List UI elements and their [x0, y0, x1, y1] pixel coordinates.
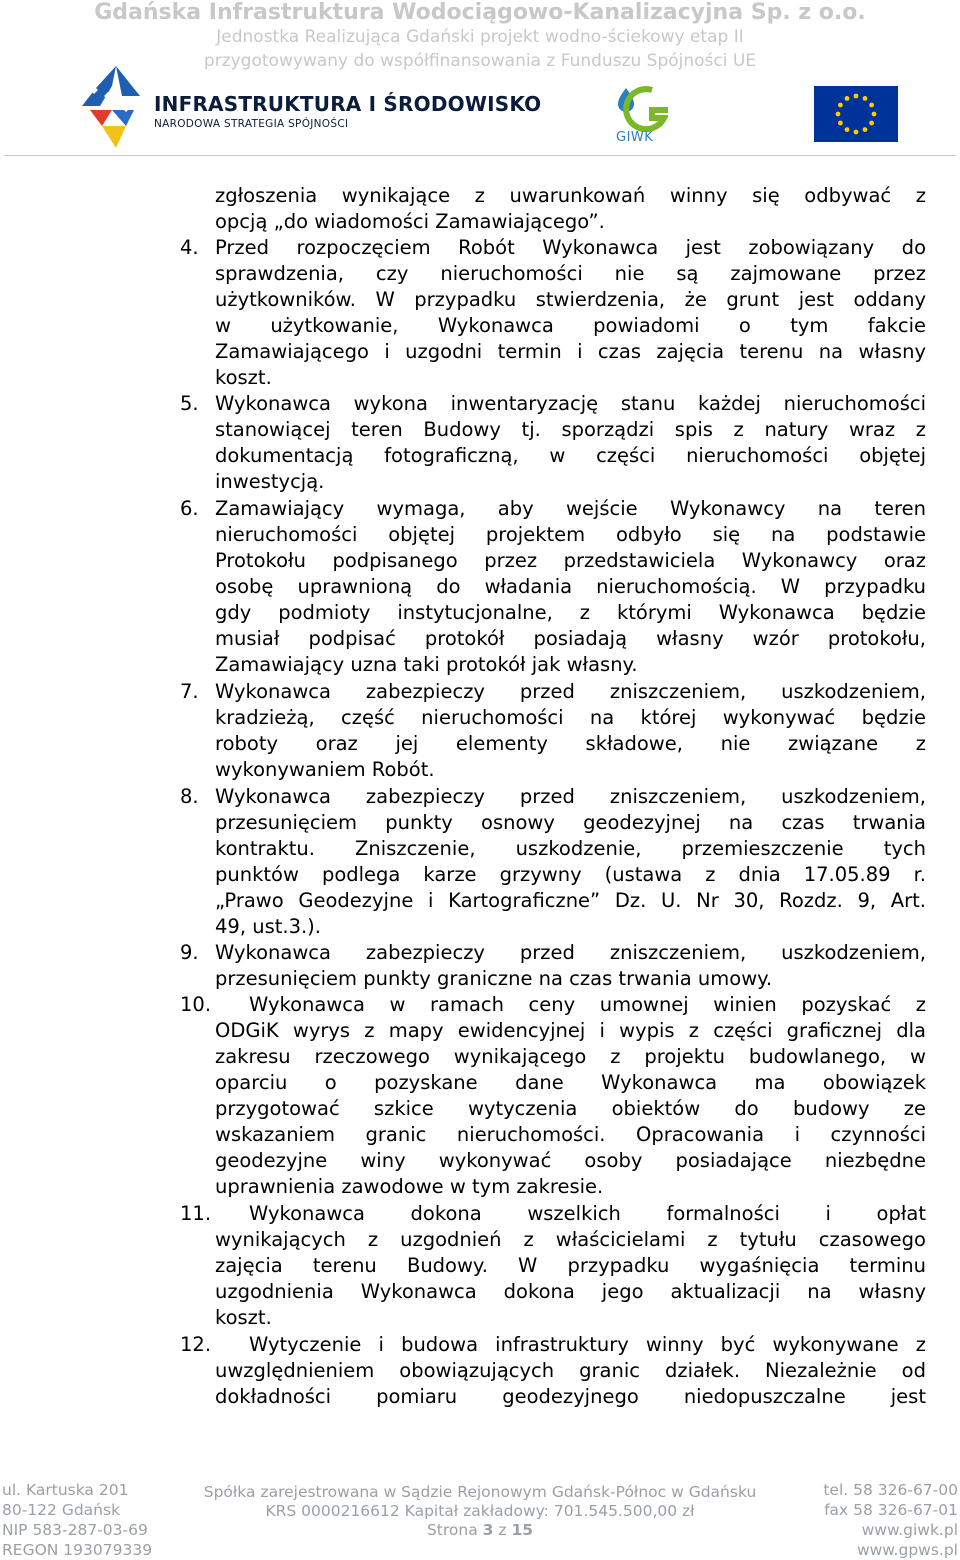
text-line: uzgodnienia Wykonawca dokona jego aktualizacji na własny	[215, 1280, 926, 1303]
footer-address-street: ul. Kartuska 201	[2, 1481, 129, 1499]
text-line: osobę uprawnioną do władania nieruchomością. W przypadku	[215, 575, 926, 598]
text-line: kradzieżą, część nieruchomości na której wykonywać będzie	[215, 706, 926, 729]
header-subtitle-2: przygotowywany do współfinansowania z Funduszu Spójności UE	[203, 51, 757, 71]
list-number: 12.	[180, 1333, 212, 1356]
text-line: Wytyczenie i budowa infrastruktury winny być wykonywane z	[249, 1333, 926, 1356]
eu-flag-icon	[814, 86, 898, 142]
text-line: koszt.	[215, 1306, 272, 1329]
text-line: w użytkowanie, Wykonawca powiadomi o tym fakcie	[215, 314, 926, 337]
text-line: sprawdzenia, czy nieruchomości nie są zajmowane przez	[215, 262, 926, 285]
page-footer	[0, 1480, 960, 1560]
text-line: wskazaniem granic nieruchomości. Opracowania i czynności	[215, 1123, 926, 1146]
infrastruktura-logo-icon	[82, 66, 150, 148]
text-line: dokumentacją fotograficzną, w części nieruchomości objętej	[215, 444, 926, 467]
text-line: stanowiącej teren Budowy tj. sporządzi spis z natury wraz z	[215, 418, 926, 441]
text-line: zajęcia terenu Budowy. W przypadku wygaśnięcia terminu	[215, 1254, 926, 1277]
text-line: przesunięciem punkty osnowy geodezyjnej na czas trwania	[215, 811, 926, 834]
text-line: punktów podlega karze grzywny (ustawa z dnia 17.05.89 r.	[215, 863, 926, 886]
text-line: Wykonawca wykona inwentaryzację stanu każdej nieruchomości	[215, 392, 926, 415]
text-line: wynikających z uzgodnień z właścicielami z tytułu czasowego	[215, 1228, 926, 1251]
text-line: opcją „do wiadomości Zamawiającego”.	[215, 210, 605, 233]
text-line: oparciu o pozyskane dane Wykonawca ma obowiązek	[215, 1071, 926, 1094]
footer-phone: tel. 58 326-67-00	[823, 1481, 958, 1499]
text-line: Wykonawca w ramach ceny umownej winien pozyskać z	[249, 993, 926, 1016]
header-subtitle-1: Jednostka Realizująca Gdański projekt wodno-ściekowy etap II	[216, 27, 744, 47]
list-number: 6.	[180, 497, 199, 520]
giwk-label: GIWK	[616, 130, 654, 145]
list-number: 9.	[180, 941, 199, 964]
text-line: uprawnienia zawodowe w tym zakresie.	[215, 1175, 604, 1198]
list-number: 7.	[180, 680, 199, 703]
text-line: kontraktu. Zniszczenie, uszkodzenie, przemieszczenie tych	[215, 837, 926, 860]
text-line: „Prawo Geodezyjne i Kartograficzne” Dz. U. Nr 30, Rozdz. 9, Art.	[215, 889, 926, 912]
text-line: Protokołu podpisanego przez przedstawiciela Wykonawcy oraz	[215, 549, 926, 572]
text-line: roboty oraz jej elementy składowe, nie związane z	[215, 732, 926, 755]
text-line: uwzględnieniem obowiązujących granic działek. Niezależnie od	[215, 1359, 926, 1382]
list-number: 8.	[180, 785, 199, 808]
list-number: 10.	[180, 993, 212, 1016]
page-prefix: Strona	[426, 1521, 478, 1539]
text-line: Przed rozpoczęciem Robót Wykonawca jest zobowiązany do	[215, 236, 926, 259]
header-divider	[4, 155, 956, 156]
footer-address-city: 80-122 Gdańsk	[2, 1501, 121, 1519]
text-line: Zamawiającego i uzgodni termin i czas zajęcia terenu na własny	[215, 340, 926, 363]
footer-website-gpws[interactable]: www.gpws.pl	[856, 1541, 958, 1559]
footer-krs: KRS 0000216612 Kapitał zakładowy: 701.545.500,00 zł	[265, 1502, 695, 1520]
text-line: zakresu rzeczowego wynikającego z projektu budowlanego, w	[215, 1045, 926, 1068]
text-line: przesunięciem punkty graniczne na czas trwania umowy.	[215, 967, 773, 990]
page-total: 15	[511, 1521, 534, 1539]
text-line: inwestycją.	[215, 470, 325, 493]
list-number: 4.	[180, 236, 199, 259]
text-line: Wykonawca zabezpieczy przed zniszczeniem, uszkodzeniem,	[215, 785, 926, 808]
text-line: Wykonawca dokona wszelkich formalności i opłat	[249, 1202, 926, 1225]
footer-court-registration: Spółka zarejestrowana w Sądzie Rejonowym Gdańsk-Północ w Gdańsku	[203, 1483, 757, 1501]
header-title: Gdańska Infrastruktura Wodociągowo-Kanalizacyjna Sp. z o.o.	[94, 0, 866, 25]
text-line: 49, ust.3.).	[215, 915, 321, 938]
infrastruktura-title: INFRASTRUKTURA I ŚRODOWISKO	[154, 92, 542, 116]
footer-fax: fax 58 326-67-01	[824, 1501, 958, 1519]
text-line: nieruchomości objętej projektem odbyło się na podstawie	[215, 523, 926, 546]
text-line: Zamawiający wymaga, aby wejście Wykonawcy na teren	[215, 497, 926, 520]
page-separator: z	[498, 1521, 507, 1539]
text-line: Wykonawca zabezpieczy przed zniszczeniem, uszkodzeniem,	[215, 680, 926, 703]
text-line: wykonywaniem Robót.	[215, 758, 435, 781]
footer-nip: NIP 583-287-03-69	[2, 1521, 148, 1539]
text-line: dokładności pomiaru geodezyjnego niedopuszczalne jest	[215, 1385, 926, 1408]
text-line: gdy podmioty instytucjonalne, z którymi Wykonawca będzie	[215, 601, 926, 624]
infrastruktura-subtitle: NARODOWA STRATEGIA SPÓJNOŚCI	[154, 118, 349, 130]
text-line: przygotować szkice wytyczenia obiektów do budowy ze	[215, 1097, 926, 1120]
text-line: Wykonawca zabezpieczy przed zniszczeniem, uszkodzeniem,	[215, 941, 926, 964]
list-number: 11.	[180, 1202, 212, 1225]
footer-page-number	[0, 1520, 960, 1540]
page-current: 3	[482, 1521, 494, 1539]
text-line: koszt.	[215, 366, 272, 389]
footer-regon: REGON 193079339	[2, 1541, 153, 1559]
text-line: zgłoszenia wynikające z uwarunkowań winny się odbywać z	[215, 184, 926, 207]
text-line: musiał podpisać protokół posiadają własny wzór protokołu,	[215, 627, 926, 650]
text-line: użytkowników. W przypadku stwierdzenia, że grunt jest oddany	[215, 288, 926, 311]
text-line: ODGiK wyrys z mapy ewidencyjnej i wypis z części graficznej dla	[215, 1019, 926, 1042]
list-number: 5.	[180, 392, 199, 415]
text-line: geodezyjne winy wykonywać osoby posiadające niezbędne	[215, 1149, 926, 1172]
text-line: Zamawiający uzna taki protokół jak własny.	[215, 653, 638, 676]
footer-website-giwk[interactable]: www.giwk.pl	[861, 1521, 958, 1539]
